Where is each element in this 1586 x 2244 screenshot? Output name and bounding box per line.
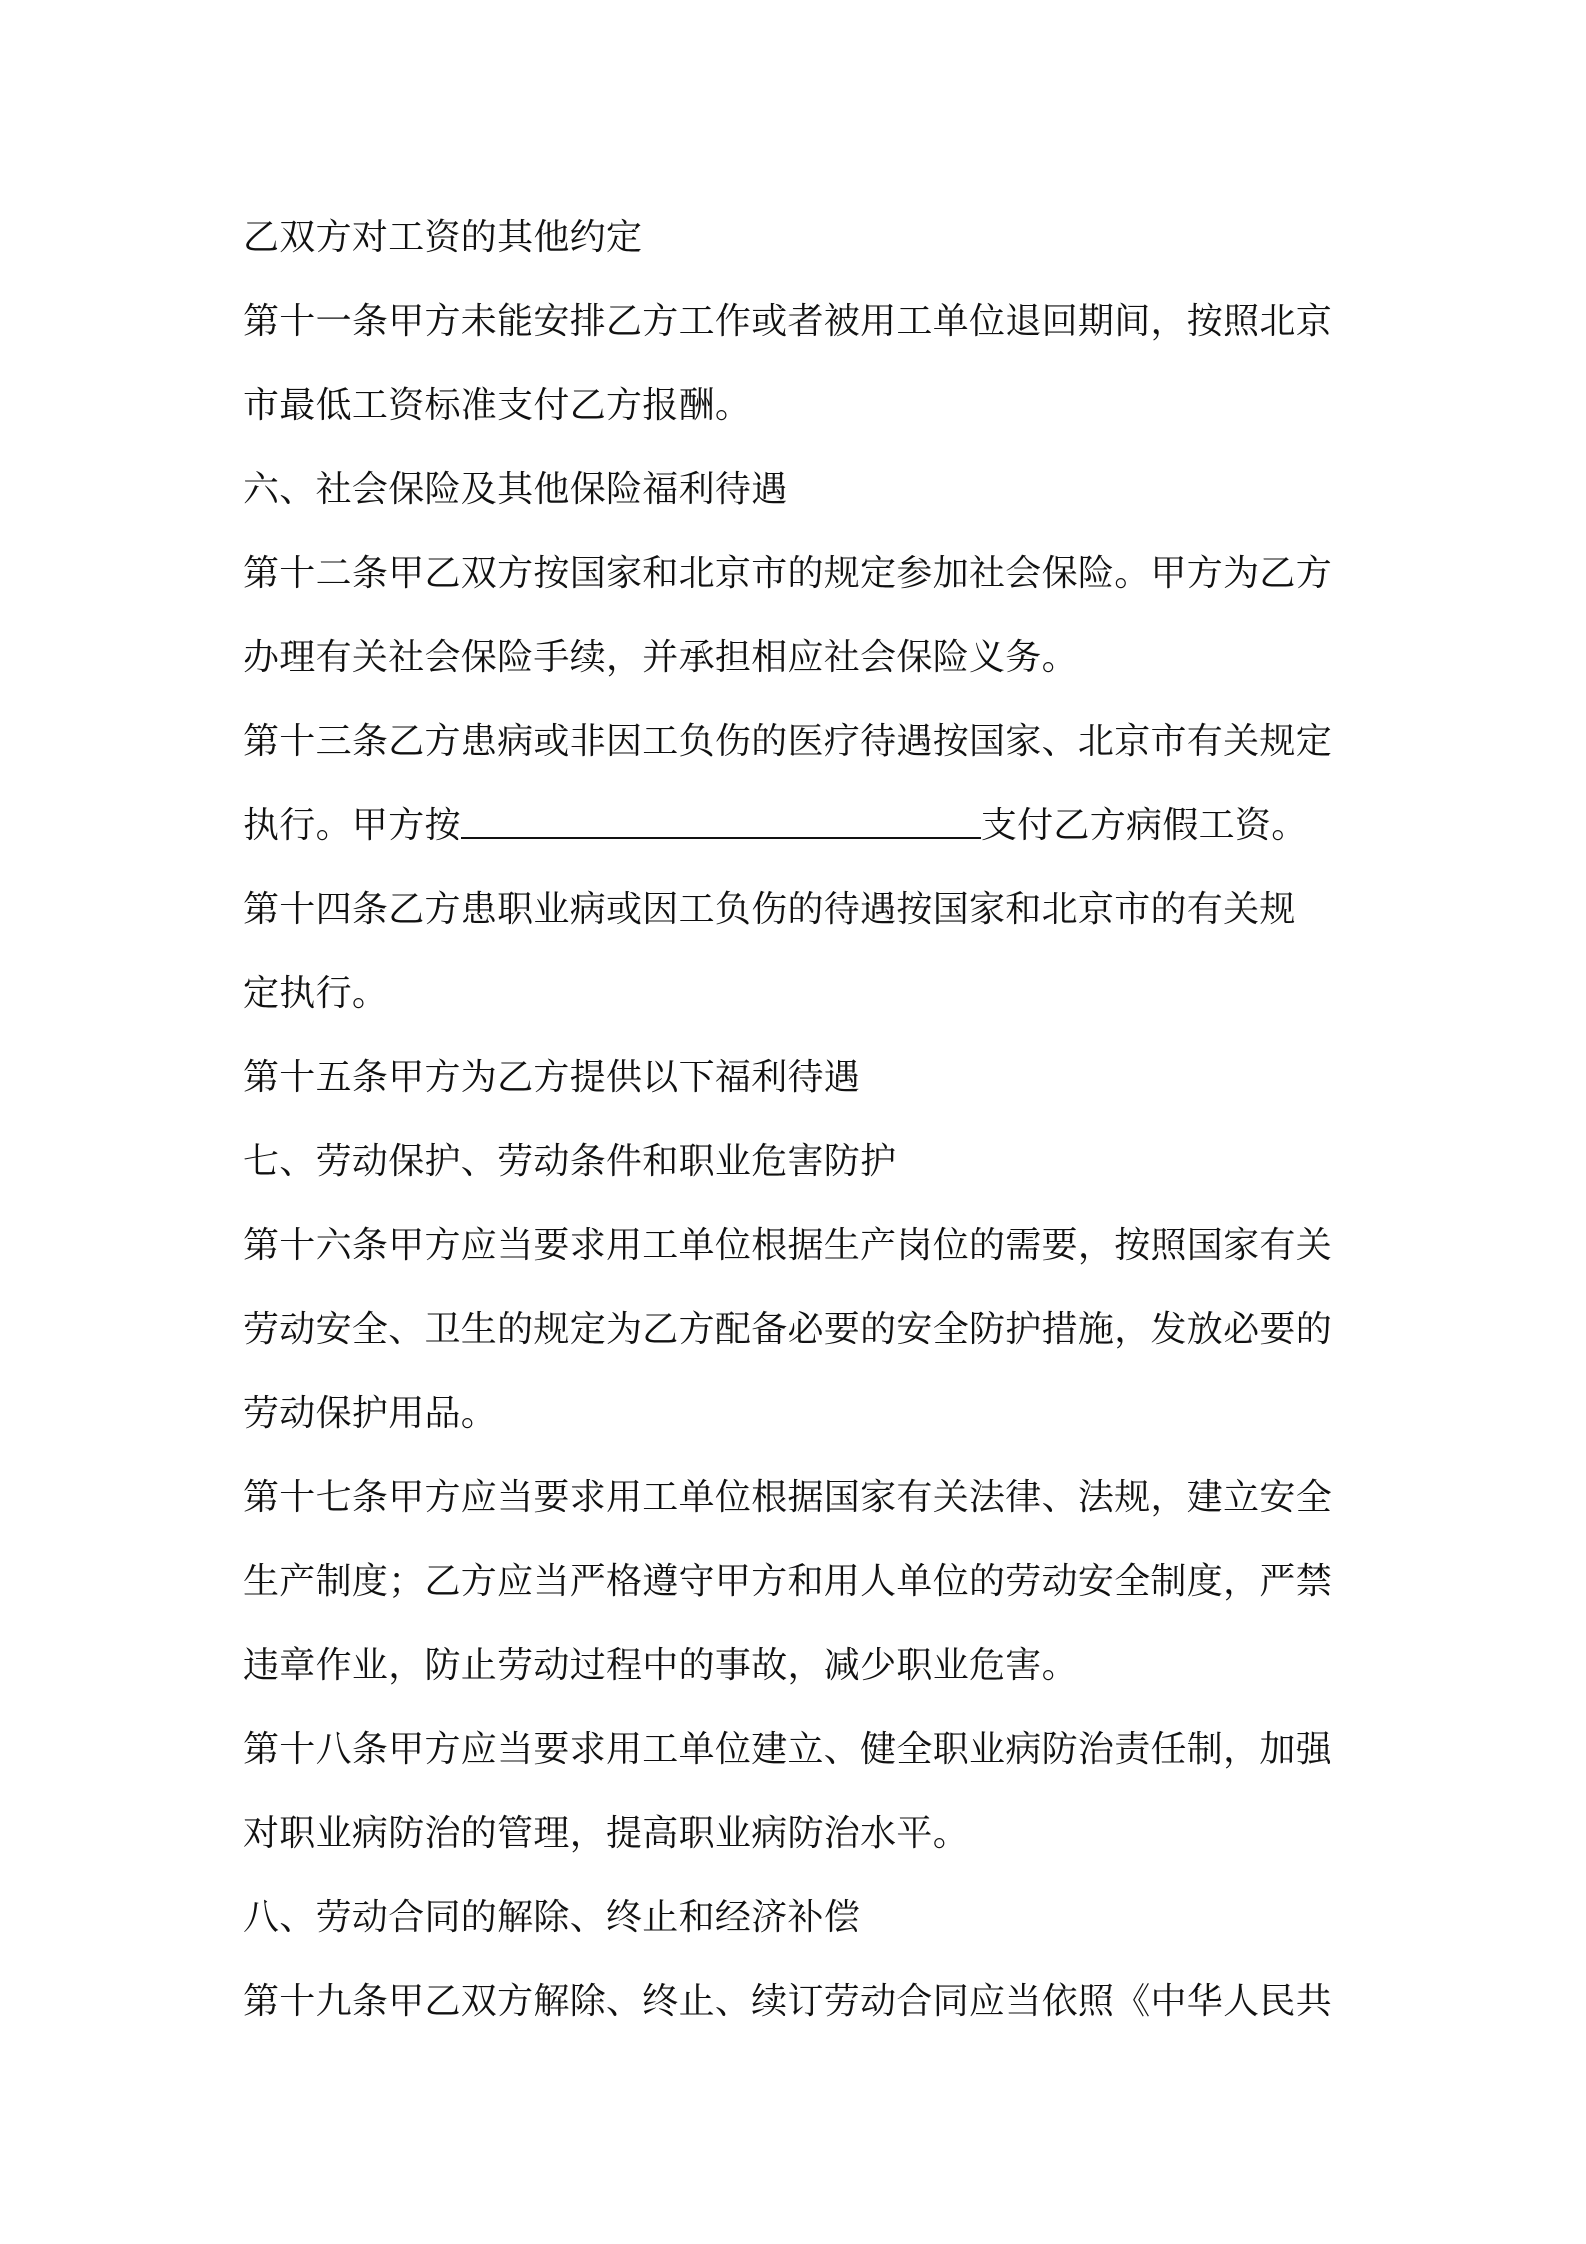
text-after-blank: 支付乙方病假工资。	[980, 805, 1308, 846]
text-line-8	[243, 784, 1353, 868]
text-before-blank: 执行。甲方按	[243, 805, 461, 846]
text-line-14: 劳动安全、卫生的规定为乙方配备必要的安全防护措施，发放必要的	[243, 1309, 1333, 1350]
text-line-10: 定执行。	[243, 973, 389, 1014]
text-line-6: 办理有关社会保险手续，并承担相应社会保险义务。	[243, 637, 1078, 678]
text-line-9: 第十四条乙方患职业病或因工负伤的待遇按国家和北京市的有关规	[243, 889, 1296, 930]
text-line-22: 第十九条甲乙双方解除、终止、续订劳动合同应当依照《中华人民共	[243, 1981, 1333, 2022]
text-line-2: 第十一条甲方未能安排乙方工作或者被用工单位退回期间，按照北京	[243, 301, 1333, 342]
text-line-17: 生产制度；乙方应当严格遵守甲方和用人单位的劳动安全制度，严禁	[243, 1561, 1333, 1602]
text-line-7: 第十三条乙方患病或非因工负伤的医疗待遇按国家、北京市有关规定	[243, 721, 1333, 762]
text-line-11: 第十五条甲方为乙方提供以下福利待遇	[243, 1057, 861, 1098]
text-line-18: 违章作业，防止劳动过程中的事故，减少职业危害。	[243, 1645, 1078, 1686]
section-heading-eight: 八、劳动合同的解除、终止和经济补偿	[243, 1897, 861, 1938]
text-line-3: 市最低工资标准支付乙方报酬。	[243, 385, 752, 426]
text-line-1: 乙双方对工资的其他约定	[243, 217, 643, 258]
document-body	[243, 196, 1353, 2044]
section-heading-six: 六、社会保险及其他保险福利待遇	[243, 469, 788, 510]
text-line-16: 第十七条甲方应当要求用工单位根据国家有关法律、法规，建立安全	[243, 1477, 1333, 1518]
text-line-19: 第十八条甲方应当要求用工单位建立、健全职业病防治责任制，加强	[243, 1729, 1333, 1770]
text-line-15: 劳动保护用品。	[243, 1393, 498, 1434]
text-line-20: 对职业病防治的管理，提高职业病防治水平。	[243, 1813, 970, 1854]
text-line-5: 第十二条甲乙双方按国家和北京市的规定参加社会保险。甲方为乙方	[243, 553, 1333, 594]
text-line-13: 第十六条甲方应当要求用工单位根据生产岗位的需要，按照国家有关	[243, 1225, 1333, 1266]
fill-in-blank	[461, 807, 981, 839]
section-heading-seven: 七、劳动保护、劳动条件和职业危害防护	[243, 1141, 897, 1182]
